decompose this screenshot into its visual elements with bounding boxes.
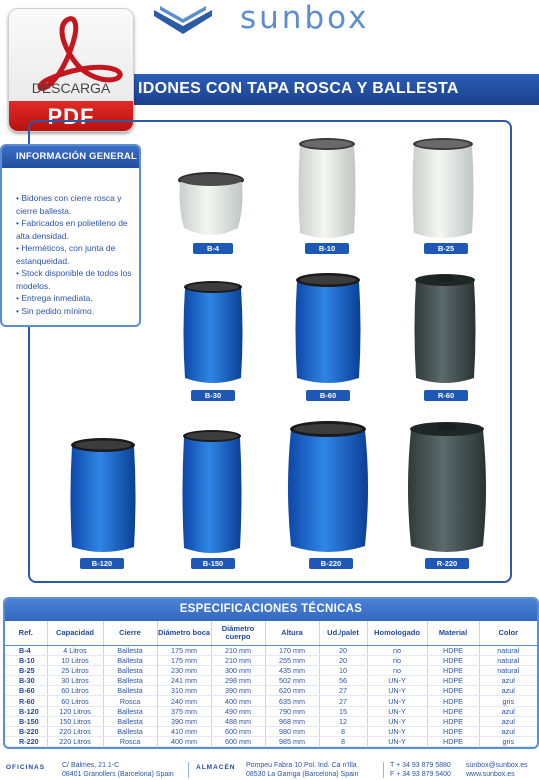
specs-column-header: Ud./palet bbox=[319, 621, 367, 645]
warehouse-label: ALMACÉN bbox=[196, 764, 236, 771]
table-cell: no bbox=[367, 645, 427, 655]
table-row bbox=[5, 737, 537, 747]
table-row bbox=[5, 686, 537, 696]
table-cell: HDPE bbox=[427, 655, 479, 665]
table-cell: UN-Y bbox=[367, 737, 427, 747]
table-cell: Ballesta bbox=[103, 716, 157, 726]
table-cell: 968 mm bbox=[265, 716, 319, 726]
footer-divider bbox=[383, 762, 384, 778]
table-cell: 310 mm bbox=[157, 686, 211, 696]
table-cell: gris bbox=[479, 696, 537, 706]
table-row bbox=[5, 655, 537, 665]
page-title: IDONES CON TAPA ROSCA Y BALLESTA bbox=[138, 80, 459, 97]
table-cell: Rosca bbox=[103, 737, 157, 747]
specs-heading: ESPECIFICACIONES TÉCNICAS bbox=[179, 603, 363, 615]
table-cell: HDPE bbox=[427, 727, 479, 737]
drum-image bbox=[287, 420, 369, 556]
table-cell: no bbox=[367, 655, 427, 665]
table-cell: 230 mm bbox=[157, 665, 211, 675]
table-cell: 220 Litros bbox=[47, 727, 103, 737]
table-cell: 600 mm bbox=[211, 727, 265, 737]
table-cell: 375 mm bbox=[157, 706, 211, 716]
table-cell: Rosca bbox=[103, 696, 157, 706]
table-cell: R-220 bbox=[5, 737, 47, 747]
table-cell: HDPE bbox=[427, 665, 479, 675]
table-cell: 30 Litros bbox=[47, 676, 103, 686]
info-item: • Fabricados en polietileno de alta densidad. bbox=[16, 217, 134, 242]
table-cell: HDPE bbox=[427, 696, 479, 706]
general-info-heading-bar bbox=[2, 146, 139, 168]
specs-column-header: Ref. bbox=[5, 621, 47, 645]
table-cell: natural bbox=[479, 645, 537, 655]
table-cell: B-25 bbox=[5, 665, 47, 675]
table-cell: 8 bbox=[319, 727, 367, 737]
product-label: B-120 bbox=[80, 558, 124, 569]
table-cell: 60 Litros bbox=[47, 686, 103, 696]
info-item: • Sin pedido mínimo. bbox=[16, 305, 134, 318]
drum-image bbox=[181, 428, 243, 556]
page-title-bar bbox=[100, 74, 539, 105]
table-cell: UN-Y bbox=[367, 686, 427, 696]
table-cell: 980 mm bbox=[265, 727, 319, 737]
specs-column-header: Diámetro cuerpo bbox=[211, 621, 265, 645]
table-cell: azul bbox=[479, 706, 537, 716]
table-row bbox=[5, 716, 537, 726]
table-cell: 298 mm bbox=[211, 676, 265, 686]
table-cell: 8 bbox=[319, 737, 367, 747]
table-cell: Ballesta bbox=[103, 655, 157, 665]
table-row bbox=[5, 665, 537, 675]
table-cell: 490 mm bbox=[211, 706, 265, 716]
table-cell: HDPE bbox=[427, 706, 479, 716]
specs-column-header: Color bbox=[479, 621, 537, 645]
brand-name: sunbox bbox=[240, 0, 370, 36]
general-info-list bbox=[16, 192, 134, 317]
offices-address-line2: 08401 Granollers (Barcelona) Spain bbox=[62, 771, 174, 778]
info-item: • Bidones con cierre rosca y cierre ballesta. bbox=[16, 192, 134, 217]
info-item: • Stock disponible de todos los modelos. bbox=[16, 267, 134, 292]
specs-table-body bbox=[5, 645, 537, 747]
footer-divider bbox=[188, 762, 189, 778]
table-cell: B-30 bbox=[5, 676, 47, 686]
table-cell: HDPE bbox=[427, 686, 479, 696]
download-label: DESCARGA bbox=[31, 80, 111, 96]
table-cell: 20 bbox=[319, 645, 367, 655]
table-cell: 15 bbox=[319, 706, 367, 716]
table-cell: Ballesta bbox=[103, 665, 157, 675]
footer-phone: T + 34 93 879 5880 bbox=[390, 762, 451, 769]
table-cell: natural bbox=[479, 655, 537, 665]
table-cell: 390 mm bbox=[157, 716, 211, 726]
product-label: B-10 bbox=[305, 243, 349, 254]
table-cell: UN-Y bbox=[367, 727, 427, 737]
table-cell: 390 mm bbox=[211, 686, 265, 696]
table-cell: B-4 bbox=[5, 645, 47, 655]
table-cell: 4 Litros bbox=[47, 645, 103, 655]
table-cell: 150 Litros bbox=[47, 716, 103, 726]
warehouse-address-line2: 08530 La Garriga (Barcelona) Spain bbox=[246, 771, 359, 778]
table-cell: azul bbox=[479, 686, 537, 696]
table-cell: 255 mm bbox=[265, 655, 319, 665]
table-cell: Ballesta bbox=[103, 676, 157, 686]
specs-column-header: Capacidad bbox=[47, 621, 103, 645]
drum-image bbox=[297, 137, 357, 241]
info-item: • Herméticos, con junta de estanqueidad. bbox=[16, 242, 134, 267]
table-cell: 985 mm bbox=[265, 737, 319, 747]
specs-column-header: Homologado bbox=[367, 621, 427, 645]
table-cell: natural bbox=[479, 665, 537, 675]
table-cell: 620 mm bbox=[265, 686, 319, 696]
table-cell: 410 mm bbox=[157, 727, 211, 737]
product-label: B-30 bbox=[191, 390, 235, 401]
specs-heading-bar bbox=[5, 599, 537, 621]
table-cell: 300 mm bbox=[211, 665, 265, 675]
table-cell: B-10 bbox=[5, 655, 47, 665]
table-cell: Ballesta bbox=[103, 686, 157, 696]
table-cell: gris bbox=[479, 737, 537, 747]
drum-image bbox=[176, 168, 246, 240]
technical-specs-panel bbox=[3, 597, 539, 749]
info-item: • Entrega inmediata. bbox=[16, 292, 134, 305]
product-label: B-150 bbox=[191, 558, 235, 569]
table-cell: 10 bbox=[319, 665, 367, 675]
specs-column-header: Cierre bbox=[103, 621, 157, 645]
table-cell: 435 mm bbox=[265, 665, 319, 675]
table-cell: 25 Litros bbox=[47, 665, 103, 675]
table-cell: Ballesta bbox=[103, 706, 157, 716]
offices-label: OFICINAS bbox=[6, 764, 46, 771]
table-row bbox=[5, 727, 537, 737]
table-cell: no bbox=[367, 665, 427, 675]
table-cell: 12 bbox=[319, 716, 367, 726]
table-cell: HDPE bbox=[427, 716, 479, 726]
table-cell: 488 mm bbox=[211, 716, 265, 726]
table-cell: HDPE bbox=[427, 676, 479, 686]
product-label: R-60 bbox=[424, 390, 468, 401]
drum-image bbox=[182, 280, 244, 386]
warehouse-address-line1: Pompeu Fabra 10 Pol. Ind. Ca n'Illa bbox=[246, 762, 357, 769]
table-cell: B-120 bbox=[5, 706, 47, 716]
specs-table bbox=[5, 621, 537, 747]
specs-header-row bbox=[5, 621, 537, 645]
table-cell: 210 mm bbox=[211, 655, 265, 665]
table-cell: 220 Litros bbox=[47, 737, 103, 747]
table-cell: 635 mm bbox=[265, 696, 319, 706]
offices-address-line1: C/ Balmes, 21 1-C bbox=[62, 762, 120, 769]
table-cell: azul bbox=[479, 716, 537, 726]
table-cell: UN-Y bbox=[367, 696, 427, 706]
specs-column-header: Altura bbox=[265, 621, 319, 645]
table-cell: UN-Y bbox=[367, 716, 427, 726]
table-cell: 790 mm bbox=[265, 706, 319, 716]
table-cell: azul bbox=[479, 727, 537, 737]
table-cell: HDPE bbox=[427, 737, 479, 747]
product-label: R-220 bbox=[425, 558, 469, 569]
table-cell: 400 mm bbox=[211, 696, 265, 706]
table-cell: B-60 bbox=[5, 686, 47, 696]
table-row bbox=[5, 706, 537, 716]
table-cell: 600 mm bbox=[211, 737, 265, 747]
drum-image bbox=[69, 437, 137, 555]
download-pdf-button[interactable] bbox=[8, 8, 134, 132]
footer-email-link[interactable]: sunbox@sunbox.es bbox=[466, 762, 528, 769]
drum-image bbox=[407, 420, 487, 556]
table-cell: 241 mm bbox=[157, 676, 211, 686]
table-cell: HDPE bbox=[427, 645, 479, 655]
pdf-format-label: PDF bbox=[47, 104, 95, 129]
product-label: B-220 bbox=[309, 558, 353, 569]
table-cell: 175 mm bbox=[157, 645, 211, 655]
table-cell: Ballesta bbox=[103, 727, 157, 737]
table-row bbox=[5, 645, 537, 655]
table-cell: 240 mm bbox=[157, 696, 211, 706]
table-cell: B-150 bbox=[5, 716, 47, 726]
footer-fax: F + 34 93 879 5400 bbox=[390, 771, 451, 778]
table-cell: 56 bbox=[319, 676, 367, 686]
table-cell: 210 mm bbox=[211, 645, 265, 655]
drum-image bbox=[413, 272, 477, 386]
general-info-box bbox=[0, 144, 141, 327]
product-label: B-60 bbox=[306, 390, 350, 401]
drum-image bbox=[411, 137, 475, 241]
table-cell: 400 mm bbox=[157, 737, 211, 747]
table-cell: R-60 bbox=[5, 696, 47, 706]
table-cell: 27 bbox=[319, 696, 367, 706]
footer-web-link[interactable]: www.sunbox.es bbox=[466, 771, 515, 778]
specs-column-header: Material bbox=[427, 621, 479, 645]
table-cell: 10 Litros bbox=[47, 655, 103, 665]
table-cell: UN-Y bbox=[367, 676, 427, 686]
table-cell: 120 Litros bbox=[47, 706, 103, 716]
drum-image bbox=[294, 272, 362, 386]
table-cell: 20 bbox=[319, 655, 367, 665]
folded-box-logo-icon bbox=[152, 4, 214, 38]
product-label: B-25 bbox=[424, 243, 468, 254]
table-cell: Ballesta bbox=[103, 645, 157, 655]
table-cell: 502 mm bbox=[265, 676, 319, 686]
product-label: B-4 bbox=[193, 243, 233, 254]
table-cell: 170 mm bbox=[265, 645, 319, 655]
table-cell: 27 bbox=[319, 686, 367, 696]
table-cell: 60 Litros bbox=[47, 696, 103, 706]
table-cell: azul bbox=[479, 676, 537, 686]
table-cell: B-220 bbox=[5, 727, 47, 737]
table-row bbox=[5, 696, 537, 706]
specs-column-header: Diámetro boca bbox=[157, 621, 211, 645]
general-info-heading: INFORMACIÓN GENERAL bbox=[16, 151, 137, 162]
table-cell: UN-Y bbox=[367, 706, 427, 716]
table-cell: 175 mm bbox=[157, 655, 211, 665]
footer bbox=[0, 760, 539, 780]
table-row bbox=[5, 676, 537, 686]
